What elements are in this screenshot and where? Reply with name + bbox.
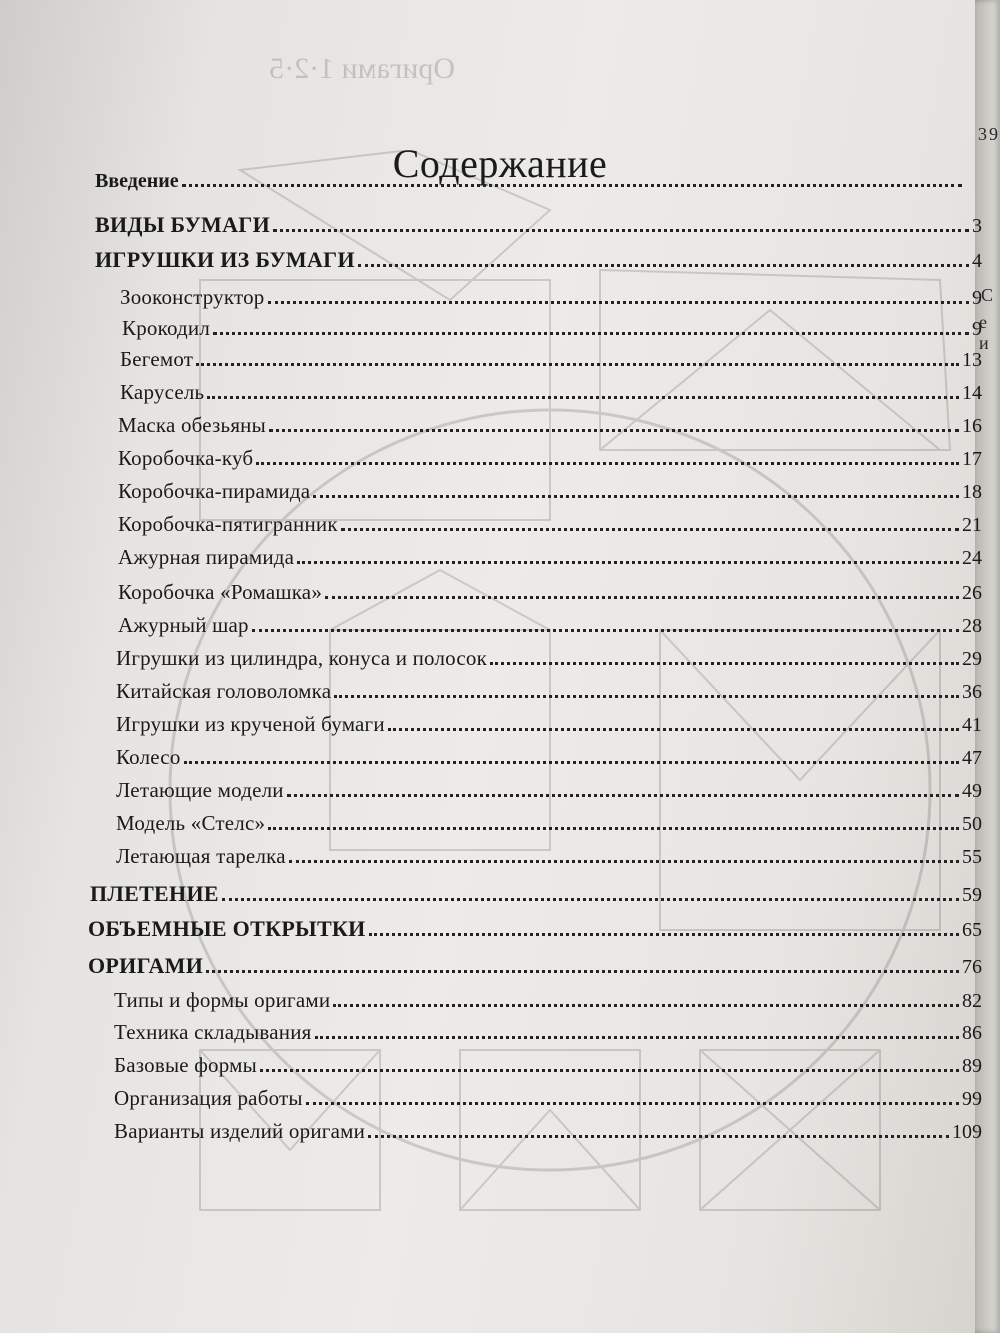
dot-leader [306,1102,959,1105]
toc-entry [116,712,982,737]
dot-leader [315,1036,959,1039]
toc-entry-page: 24 [962,547,982,569]
edge-fragment: 3 [978,124,987,144]
toc-entry-page: 17 [962,448,982,470]
toc-entry [116,745,982,770]
toc-entry-page: 86 [962,1022,982,1044]
dot-leader [196,363,959,366]
edge-fragment: е [979,312,987,332]
toc-entry [118,512,982,537]
toc-entry-page: 16 [962,415,982,437]
toc-entry-title: ПЛЕТЕНИЕ [90,881,219,906]
toc-entry-page: 9 [972,318,982,340]
toc-entry-title: Введение [95,170,179,192]
dot-leader [325,596,959,599]
toc-entry-page: 21 [962,514,982,536]
dot-leader [297,561,959,564]
toc-entry-title: ОБЪЕМНЫЕ ОТКРЫТКИ [88,916,366,941]
toc-entry [118,613,982,638]
toc-entry-title: Варианты изделий оригами [114,1119,366,1143]
dot-leader [358,264,969,267]
dot-leader [256,462,959,465]
dot-leader [269,429,959,432]
toc-entry-page: 82 [962,990,982,1012]
toc-entry-title: Коробочка «Ромашка» [118,580,323,604]
toc-entry-page: 99 [962,1088,982,1110]
svg-text:Оригами 1·2·5: Оригами 1·2·5 [269,52,455,85]
toc-entry-title: ВИДЫ БУМАГИ [95,212,271,237]
toc-entry-page: 65 [962,919,982,941]
toc-entry-page: 4 [972,250,982,272]
toc-entry [118,413,982,438]
toc-entry-title: Китайская головоломка [116,679,332,703]
dot-leader [333,1004,959,1007]
toc-entry-title: Организация работы [114,1086,303,1110]
dot-leader [289,860,959,863]
dot-leader [213,332,969,335]
toc-entry [116,646,982,671]
toc-entry-page: 18 [962,481,982,503]
toc-entry [114,1020,982,1045]
dot-leader [368,1135,949,1138]
toc-entry [114,1119,982,1144]
toc-entry-page: 28 [962,615,982,637]
toc-entry [120,285,982,310]
dot-leader [206,970,959,973]
toc-entry-title: Игрушки из крученой бумаги [116,712,385,736]
toc-entry-title: Типы и формы оригами [114,988,331,1012]
toc-entry [120,347,982,372]
toc-entry [88,916,982,942]
page-title: Содержание [392,141,608,186]
toc-entry-title: Модель «Стелс» [116,811,266,835]
toc-entry-title: Коробочка-куб [118,446,254,470]
dot-leader [287,794,959,797]
dot-leader [369,933,959,936]
dot-leader [252,629,959,632]
toc-entry-page: 47 [962,747,982,769]
toc-entry-title: Игрушки из цилиндра, конуса и полосок [116,646,487,670]
toc-entry-title: Коробочка-пирамида [118,479,311,503]
toc-entry-title: Зооконструктор [120,285,265,309]
toc-entry-title: Маска обезьяны [118,413,266,437]
toc-entry [116,811,982,836]
toc-entry [118,446,982,471]
toc-entry [116,778,982,803]
toc-entry [114,988,982,1013]
toc-entry [118,479,982,504]
toc-entry-page: 49 [962,780,982,802]
toc-entry-title: Летающая тарелка [116,844,286,868]
toc-entry [90,881,982,907]
toc-entry-page: 41 [962,714,982,736]
toc-entry-title: Летающие модели [116,778,284,802]
toc-entry [118,545,982,570]
dot-leader [207,396,959,399]
toc-entry-page: 55 [962,846,982,868]
dot-leader [268,301,970,304]
toc-entry-title: Коробочка-пятигранник [118,512,338,536]
toc-entry [95,170,965,193]
dot-leader [184,761,959,764]
toc-entry-title: ОРИГАМИ [88,953,204,978]
toc-entry-title: Техника складывания [114,1020,312,1044]
toc-entry-page: 76 [962,956,982,978]
toc-entry-page: 9 [972,287,982,309]
toc-entry [116,844,982,869]
edge-fragment: и [979,333,989,353]
toc-entry-title: Ажурный шар [118,613,249,637]
toc-entry [95,212,982,238]
toc-entry [114,1086,982,1111]
edge-fragment: C [981,285,994,305]
final-page-number: 109 [952,1121,982,1143]
dot-leader [334,695,959,698]
toc-entry-title: ИГРУШКИ ИЗ БУМАГИ [95,247,355,272]
dot-leader [273,229,969,232]
dot-leader [268,827,959,830]
toc-entry-title: Бегемот [120,347,194,371]
edge-fragment: 9 [989,124,998,144]
toc-entry-title: Карусель [120,380,205,404]
toc-entry [95,247,982,273]
toc-entry [118,580,982,605]
dot-leader [341,528,959,531]
dot-leader [260,1069,959,1072]
toc-entry-title: Колесо [116,745,181,769]
toc-entry-page: 13 [962,349,982,371]
toc-entry [114,1053,982,1078]
toc-entry [88,953,982,979]
toc-entry-page: 89 [962,1055,982,1077]
dot-leader [490,662,959,665]
toc-entry-title: Крокодил [122,316,211,340]
dot-leader [182,184,962,187]
toc-entry-title: Ажурная пирамида [118,545,295,569]
toc-entry-page: 29 [962,648,982,670]
toc-entry-page: 59 [962,884,982,906]
toc-entry-title: Базовые формы [114,1053,257,1077]
toc-entry-page: 36 [962,681,982,703]
toc-entry-page: 3 [972,215,982,237]
dot-leader [388,728,959,731]
toc-entry [116,679,982,704]
dot-leader [222,898,959,901]
toc-entry-page: 14 [962,382,982,404]
dot-leader [313,495,959,498]
toc-entry [120,380,982,405]
toc-entry [122,316,982,341]
toc-entry-page: 50 [962,813,982,835]
toc-entry-page: 26 [962,582,982,604]
